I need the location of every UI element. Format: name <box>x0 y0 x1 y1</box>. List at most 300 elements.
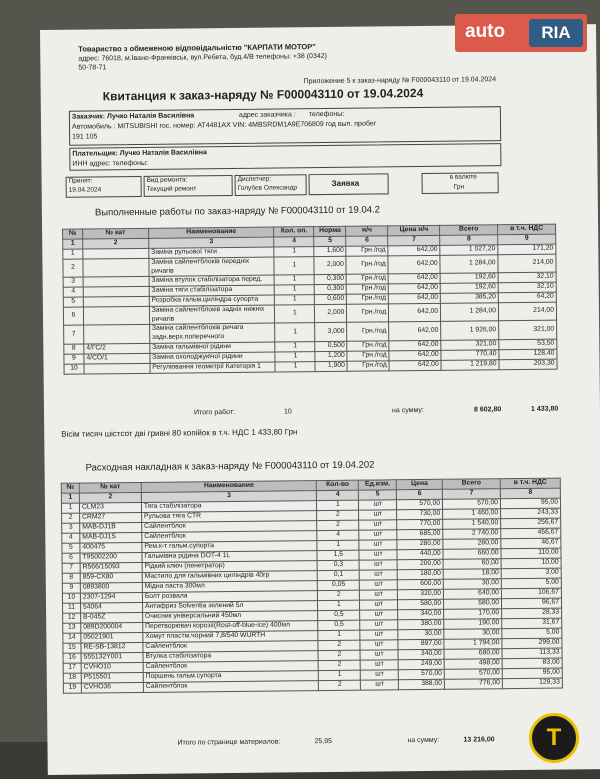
receipt-document <box>40 24 600 775</box>
cell: Тяга стабілізатора <box>141 501 317 513</box>
cell: 770,00 <box>397 519 443 529</box>
cell: 2 <box>319 680 361 690</box>
parts-total-label: Итого по странице материалов: <box>177 738 281 747</box>
cell: 3,000 <box>315 323 347 342</box>
cell: Мідна паста 300мл <box>142 581 318 593</box>
cell: 8 <box>62 573 80 583</box>
cell: 580,00 <box>398 599 444 609</box>
cell: 642,00 <box>388 284 440 295</box>
cell: Гальмівна рідина DOT-4 1L <box>142 551 318 563</box>
cell: 0,05 <box>318 580 360 590</box>
cell: 171,20 <box>498 244 556 255</box>
cell: в т.ч. НДС <box>498 224 556 235</box>
cell: 243,33 <box>501 508 561 519</box>
parts-total-sum: 13 216,00 <box>463 736 495 744</box>
cell: 680,00 <box>444 649 502 660</box>
cell: 256,67 <box>501 518 561 529</box>
cell: 203,30 <box>499 359 557 370</box>
cell: 1 <box>61 503 79 513</box>
cell: 1 926,00 <box>441 321 499 340</box>
cell: Грн./год <box>347 340 389 350</box>
cell: 129,33 <box>502 678 562 689</box>
cell: 16 <box>63 653 81 663</box>
parts-sum-label: на сумму: <box>407 736 440 745</box>
cell: Сайлентблок <box>143 641 319 653</box>
cell: 2,000 <box>314 256 346 275</box>
cell: 9 <box>64 354 84 364</box>
cell: 17 <box>63 663 81 673</box>
cell: 3,00 <box>501 568 561 579</box>
cell: T95002200 <box>80 552 142 563</box>
cell: 1 794,00 <box>444 639 502 650</box>
cell: 280,00 <box>443 539 501 550</box>
cell: 110,00 <box>501 548 561 559</box>
cell: 32,10 <box>498 272 556 283</box>
cell: Рем.к-т гальм.супорта <box>142 541 318 553</box>
cell: шт <box>360 630 398 640</box>
cell: 400475 <box>80 542 142 553</box>
cell: шт <box>361 670 399 680</box>
cell: 642,00 <box>389 322 441 341</box>
cell: 10 <box>62 593 80 603</box>
cell: 6 <box>346 236 388 246</box>
cell: Заміна сайлентблоків задніх нижніх ричагів <box>149 305 275 325</box>
cell: 13 <box>63 623 81 633</box>
cell: 3 <box>62 523 80 533</box>
cell: 1 <box>275 295 315 305</box>
cell: шт <box>360 660 398 670</box>
cell: Грн./год <box>346 256 388 275</box>
works-table <box>62 224 557 375</box>
cell: 1 <box>274 247 314 257</box>
cell: 0,600 <box>315 294 347 304</box>
works-amount-in-words: Вісім тисяч шістсот дві гривні 80 копійок в т.ч. НДС 1 433,80 Грн <box>61 427 298 439</box>
cell: шт <box>359 520 397 530</box>
cell: 4/СО/1 <box>84 353 150 364</box>
cell: 8 <box>440 235 498 246</box>
cell: 1,5 <box>317 550 359 560</box>
cell: 299,00 <box>502 638 562 649</box>
cell: 5 <box>62 543 80 553</box>
works-title: Выполненные работы по заказ-наряду № F000043110 от 19.04.2 <box>94 204 381 219</box>
cell: CRM27 <box>80 512 142 523</box>
cell: 5,00 <box>501 578 561 589</box>
cell: Регулювання геометрії Категорія 1 <box>150 362 276 373</box>
dispatcher-label: Диспетчер: <box>237 175 272 183</box>
autoria-logo <box>455 14 587 52</box>
cell: 642,00 <box>389 304 441 323</box>
cell: 1 <box>318 600 360 610</box>
cell: 214,00 <box>498 254 556 273</box>
cell: 1 <box>274 257 314 276</box>
cell: Поршень гальм.супорта <box>143 671 319 683</box>
cell: 1 027,20 <box>440 245 498 256</box>
cell: 0,500 <box>315 341 347 351</box>
cell: 249,00 <box>398 659 444 669</box>
cell: 600,00 <box>398 579 444 589</box>
cell: 498,00 <box>444 659 502 670</box>
cell: 4 <box>274 237 314 247</box>
cell: 1 <box>275 285 315 295</box>
cell: Сайлентблок <box>142 521 318 533</box>
parts-total-count: 25,95 <box>314 737 333 746</box>
cell: 7 <box>64 325 84 343</box>
cell: 642,00 <box>389 294 441 305</box>
cell: 385,20 <box>440 293 498 304</box>
cell: шт <box>361 680 399 690</box>
cell: 1 <box>275 361 315 371</box>
works-total-label: Итого работ: <box>193 408 236 417</box>
cell: 1,900 <box>315 361 347 371</box>
cell: Грн./год <box>347 294 389 304</box>
cell: 1,600 <box>314 246 346 256</box>
works-total-sum: 8 602,80 <box>473 406 502 414</box>
cell: 2 <box>317 520 359 530</box>
customer-address-label: адрес заказчика : <box>238 111 296 119</box>
cell: шт <box>359 570 397 580</box>
cell: 106,67 <box>501 588 561 599</box>
accepted-date: 19.04.2024 <box>68 186 102 194</box>
cell: шт <box>359 530 397 540</box>
parts-table <box>61 478 563 694</box>
cell: 1 <box>319 670 361 680</box>
cell <box>83 307 149 326</box>
currency-value: Грн <box>453 183 465 191</box>
cell: 1 <box>275 351 315 361</box>
cell: 32,10 <box>498 282 556 293</box>
cell: 570,00 <box>397 499 443 509</box>
cell: Рульова тяга CTR <box>141 511 317 523</box>
cell: 28,33 <box>502 608 562 619</box>
cell: B-045Z <box>81 612 143 623</box>
cell: Заміна сайлентблоків передніх ричагів <box>149 257 275 277</box>
cell: 95,00 <box>500 498 560 509</box>
cell: Заміна рульової тяги <box>149 247 275 258</box>
cell: 9 <box>498 234 556 245</box>
cell: 53,50 <box>499 339 557 350</box>
cell: шт <box>360 600 398 610</box>
cell: Цена <box>396 479 442 489</box>
cell: Наименование <box>141 481 317 493</box>
cell: R566/15093 <box>80 562 142 573</box>
cell: Заміна сайлентблоків ричага задн.верх.поперечного <box>149 323 275 343</box>
cell: № кат <box>79 482 141 493</box>
cell: 1 <box>275 275 315 285</box>
cell: 3 <box>148 237 274 248</box>
cell: шт <box>360 620 398 630</box>
cell: 6 <box>397 489 443 499</box>
cell: 642,00 <box>389 340 441 351</box>
cell: 897,00 <box>398 639 444 649</box>
cell: шт <box>360 650 398 660</box>
cell: 6 <box>62 553 80 563</box>
cell: 3 <box>63 277 83 287</box>
cell: 770,40 <box>441 349 499 360</box>
cell: 11 <box>63 603 81 613</box>
cell: Заміна гальмівної рідини <box>150 342 276 353</box>
cell: Грн./год <box>346 274 388 284</box>
cell: 5 <box>359 490 397 500</box>
cell: 0,300 <box>315 274 347 284</box>
cell: 1 <box>61 493 79 503</box>
customer-phone-label: телефоны: <box>308 110 345 119</box>
cell: Заміна втулок стабілізатора перед. <box>149 275 275 286</box>
cell: Антифриз Solventia зелений 5л <box>142 601 318 613</box>
cell: 1 284,00 <box>440 255 498 274</box>
cell: 1 <box>63 239 83 249</box>
cell: Цена н/ч <box>388 225 440 236</box>
cell: шт <box>359 560 397 570</box>
cell: 113,33 <box>502 648 562 659</box>
cell: 30,00 <box>443 579 501 590</box>
cell: Грн./год <box>347 322 389 341</box>
cell: 730,00 <box>397 509 443 519</box>
cell: 200,00 <box>397 559 443 569</box>
cell: Кол-во <box>317 480 359 490</box>
cell: Наименование <box>148 227 274 238</box>
cell: 456,67 <box>501 528 561 539</box>
works-total-vat: 1 433,80 <box>530 405 559 413</box>
company-address: адрес: 76018, м.Івано-Франківськ, вул.Ребета, буд.4/В телефоны: +38 (0342) <box>78 52 327 63</box>
cell: 1 <box>275 305 315 324</box>
attachment-note: Приложение 5 к заказ-наряду № F000043110 от 19.04.2024 <box>303 76 497 86</box>
cell: 180,00 <box>397 569 443 579</box>
customer-name: Заказчик: Лучко Наталія Василівна <box>71 112 195 121</box>
cell <box>83 277 149 288</box>
cell: 4/ГС/2 <box>84 343 150 354</box>
cell: 5 <box>314 236 346 246</box>
cell: P515501 <box>81 672 143 683</box>
cell: Грн./год <box>347 304 389 323</box>
cell: 7 <box>62 563 80 573</box>
cell <box>84 363 150 374</box>
cell: 12 <box>63 613 81 623</box>
cell: 580,00 <box>444 599 502 610</box>
cell: 642,00 <box>389 350 441 361</box>
cell: шт <box>360 580 398 590</box>
cell: шт <box>360 640 398 650</box>
cell: Грн./год <box>347 360 389 370</box>
cell: 8 <box>500 488 560 499</box>
cell: 8 <box>64 344 84 354</box>
cell: 30,00 <box>444 629 502 640</box>
cell: Ед.изм. <box>359 480 397 490</box>
cell: 0,3 <box>317 560 359 570</box>
cell: 340,00 <box>398 609 444 619</box>
cell: 05021901 <box>81 632 143 643</box>
cell: 1 <box>317 540 359 550</box>
cell: 570,00 <box>444 669 502 680</box>
cell: 2 <box>318 660 360 670</box>
page-title: Квитанция к заказ-наряду № F000043110 от 19.04.2024 <box>102 85 424 104</box>
cell: 0,5 <box>318 620 360 630</box>
cell: 9 <box>62 583 80 593</box>
cell: 0,1 <box>318 570 360 580</box>
cell: 19 <box>63 683 81 693</box>
cell: 320,00 <box>398 589 444 599</box>
payer-name: Плательщик: Лучко Наталія Василівна <box>72 149 207 158</box>
cell: 190,00 <box>444 619 502 630</box>
cell: 3 <box>141 491 317 503</box>
cell: 4 <box>62 533 80 543</box>
cell: RE-SB-13812 <box>81 642 143 653</box>
logo-suffix: RIA <box>529 19 583 47</box>
cell: Грн./год <box>347 350 389 360</box>
cell: 570,00 <box>398 669 444 679</box>
cell: 2307-1294 <box>80 592 142 603</box>
cell <box>83 258 149 277</box>
cell: Втулка стабілізатора <box>143 651 319 663</box>
accepted-label: Принят: <box>68 177 93 185</box>
dispatcher-value: Голубев Олександр <box>237 184 298 192</box>
cell: Грн./год <box>347 284 389 294</box>
company-phone: 50-78-71 <box>78 64 107 72</box>
cell: MAB-DJ1B <box>80 522 142 533</box>
works-sum-label: на сумму: <box>391 407 424 415</box>
cell: 1 284,00 <box>441 303 499 322</box>
cell: 2 <box>62 513 80 523</box>
cell: Очисник універсальний 450мл <box>142 611 318 623</box>
mileage: 191 105 <box>72 133 98 141</box>
cell: № кат <box>83 228 149 239</box>
cell: Заміна тяги стабілізатора <box>149 285 275 296</box>
cell: 2 <box>83 238 149 249</box>
cell: шт <box>359 510 397 520</box>
cell: 192,60 <box>440 283 498 294</box>
cell: шт <box>359 550 397 560</box>
cell: 340,00 <box>398 649 444 659</box>
cell: Заміна охолоджуючої рідини <box>150 352 276 363</box>
cell: Розробка гальм.циліндра супорта <box>149 295 275 306</box>
cell <box>84 325 150 344</box>
cell: 640,00 <box>444 589 502 600</box>
cell: 0893800 <box>80 582 142 593</box>
cell: Болт розвала <box>142 591 318 603</box>
cell: 7 <box>442 489 500 500</box>
cell: 4 <box>317 490 359 500</box>
cell: Грн./год <box>346 246 388 256</box>
cell: 642,00 <box>388 255 440 274</box>
cell: 859-CX80 <box>80 572 142 583</box>
request-label: Заявка <box>331 178 360 188</box>
cell: Мастило для гальмівних циліндрів 40гр <box>142 571 318 583</box>
cell: 2 <box>318 650 360 660</box>
cell: 1 219,80 <box>441 359 499 370</box>
cell: 60,00 <box>443 559 501 570</box>
cell <box>83 297 149 308</box>
cell: 192,60 <box>440 273 498 284</box>
cell: 321,00 <box>441 339 499 350</box>
cell: 46,67 <box>501 538 561 549</box>
cell: 2 <box>318 590 360 600</box>
cell: CVHO10 <box>81 662 143 673</box>
works-total-count: 10 <box>283 408 292 416</box>
car-line: Автомобиль : MITSUBISHI гос. номер: AT4481AX VIN: 4MBSRDM1A9E706809 год вып. пробег <box>71 120 377 131</box>
cell: 6 <box>63 307 83 325</box>
cell: Кол. оп. <box>274 227 314 237</box>
cell: 380,00 <box>398 619 444 629</box>
cell: 2,000 <box>315 304 347 323</box>
cell: 642,00 <box>388 274 440 285</box>
cell: 685,00 <box>397 529 443 539</box>
cell: 95,00 <box>502 668 562 679</box>
cell: 2 740,00 <box>443 529 501 540</box>
watermark-logo-icon: T <box>529 713 579 763</box>
cell: 280,00 <box>397 539 443 549</box>
cell: 10 <box>64 364 84 374</box>
cell: CLM23 <box>79 502 141 513</box>
parts-title: Расходная накладная к заказ-наряду № F000043110 от 19.04.202 <box>85 459 375 474</box>
cell: 7 <box>388 235 440 246</box>
cell: 089D200004 <box>81 622 143 633</box>
cell: шт <box>360 590 398 600</box>
cell: Сайлентблок <box>142 531 318 543</box>
cell: 1,200 <box>315 351 347 361</box>
cell: № <box>63 229 83 239</box>
cell: Всего <box>440 225 498 236</box>
cell: 128,40 <box>499 349 557 360</box>
cell: н/ч <box>346 226 388 236</box>
cell: 2 <box>318 640 360 650</box>
cell: шт <box>360 610 398 620</box>
cell: 15 <box>63 643 81 653</box>
cell: 5,00 <box>502 628 562 639</box>
company-name: Товариство з обмеженою відповідальністю "КАРПАТИ МОТОР" <box>78 42 316 54</box>
cell: 170,00 <box>444 609 502 620</box>
cell: 642,00 <box>389 360 441 371</box>
cell: шт <box>359 540 397 550</box>
cell: 1 <box>318 630 360 640</box>
cell: 0,5 <box>318 610 360 620</box>
cell: 18,00 <box>443 569 501 580</box>
cell: 83,00 <box>502 658 562 669</box>
cell: 776,00 <box>444 679 502 690</box>
cell: 96,67 <box>502 598 562 609</box>
cell: в т.ч. НДС <box>500 478 560 489</box>
cell: 54064 <box>80 602 142 613</box>
currency-label: в валюте <box>449 173 477 181</box>
cell <box>83 287 149 298</box>
logo-word: auto <box>465 21 506 42</box>
cell: Перетворювач корозії(Rost-off-blue-ice) 400мл <box>143 621 319 633</box>
cell: 1 <box>317 500 359 510</box>
cell: 30,00 <box>398 629 444 639</box>
cell: 4 <box>63 287 83 297</box>
cell: 64,20 <box>498 292 556 303</box>
cell: Сайлентблок <box>143 661 319 673</box>
cell: 555132Y001 <box>81 652 143 663</box>
cell: Рідкий ключ (пенетратор) <box>142 561 318 573</box>
cell: Хомут пластм.чорний 7,8/540 WURTH <box>143 631 319 643</box>
cell: 1 <box>275 341 315 351</box>
repair-value: Текущий ремонт <box>146 185 197 193</box>
cell: 2 <box>79 492 141 503</box>
cell: 14 <box>63 633 81 643</box>
payer-inn: ИНН адрес: телефоны: <box>72 159 148 168</box>
cell: 214,00 <box>498 302 556 321</box>
cell: 1 540,00 <box>443 519 501 530</box>
cell: 1 <box>63 249 83 259</box>
cell: MAB-DJ1S <box>80 532 142 543</box>
cell: Всего <box>442 479 500 490</box>
cell: 321,00 <box>499 320 557 339</box>
cell: 5 <box>63 297 83 307</box>
cell: 2 <box>63 259 83 277</box>
repair-label: Вид ремонта: <box>146 176 188 184</box>
cell: 642,00 <box>388 245 440 256</box>
cell: 10,00 <box>501 558 561 569</box>
cell: Сайлентблок <box>143 681 319 693</box>
